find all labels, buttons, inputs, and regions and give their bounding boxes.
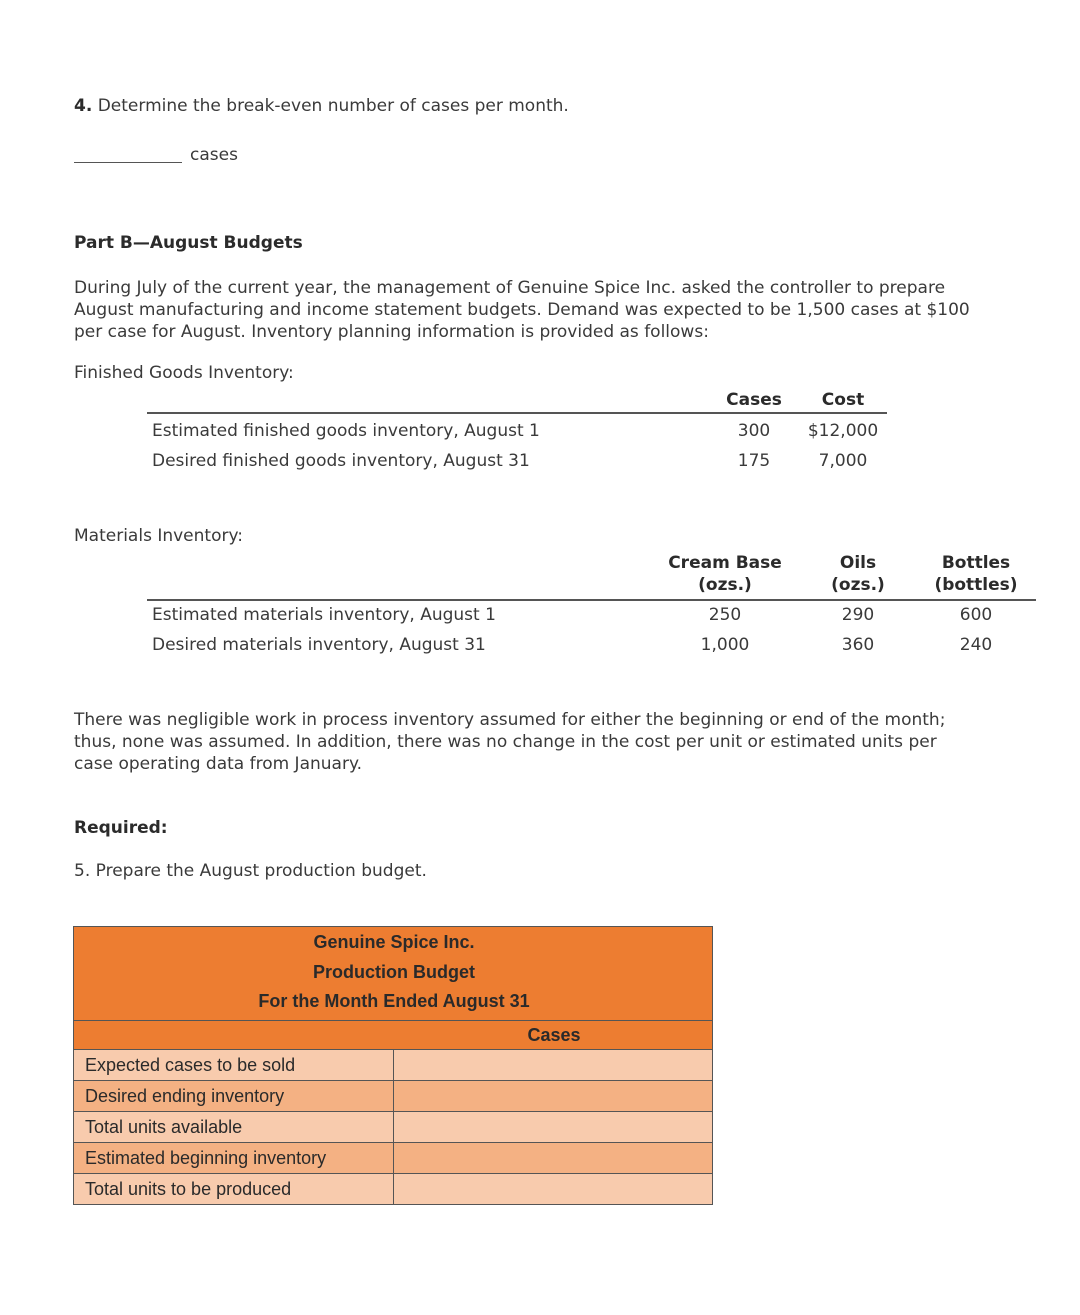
question-4-text: Determine the break-even number of cases per month. [97, 96, 569, 116]
input-cell[interactable] [394, 1081, 712, 1111]
row-label: Total units available [74, 1112, 394, 1142]
mat-header-rule [147, 599, 1036, 601]
fg-row-cost: 7,000 [818, 451, 868, 471]
input-cell[interactable] [394, 1143, 712, 1173]
finished-goods-label: Finished Goods Inventory: [74, 363, 294, 383]
note-line: case operating data from January. [74, 754, 362, 774]
mat-row-cream: 250 [708, 605, 742, 625]
production-budget-table [73, 926, 713, 1205]
mat-row-label: Estimated materials inventory, August 1 [152, 605, 496, 625]
row-label: Expected cases to be sold [74, 1050, 394, 1080]
mat-row-bottles: 600 [959, 605, 993, 625]
intro-line: During July of the current year, the management of Genuine Spice Inc. asked the controller to prepare [74, 278, 946, 298]
table-row [73, 1112, 713, 1143]
intro-line: per case for August. Inventory planning information is provided as follows: [74, 322, 709, 342]
fg-row-cost: $12,000 [807, 421, 879, 441]
budget-company: Genuine Spice Inc. [313, 932, 475, 952]
question-4-number: 4. [74, 96, 93, 116]
wip-note [74, 709, 1014, 775]
row-label: Estimated beginning inventory [74, 1143, 394, 1173]
fg-row-cases: 300 [737, 421, 771, 441]
fg-row-label: Estimated finished goods inventory, August 1 [152, 421, 540, 441]
note-line: thus, none was assumed. In addition, there was no change in the cost per unit or estimated units per [74, 732, 937, 752]
required-heading: Required: [74, 818, 168, 838]
fg-row-cases: 175 [737, 451, 771, 471]
mat-row-cream: 1,000 [700, 635, 750, 655]
mat-col-cream-base: Cream Base (ozs.) [668, 553, 782, 595]
budget-column-header [73, 1020, 713, 1050]
input-cell[interactable] [394, 1050, 712, 1080]
input-cell[interactable] [394, 1112, 712, 1142]
budget-col-cases: Cases [527, 1025, 581, 1045]
note-line: There was negligible work in process inventory assumed for either the beginning or end of the month; [74, 710, 946, 730]
fg-col-cost: Cost [821, 390, 865, 410]
fg-row-label: Desired finished goods inventory, August 31 [152, 451, 530, 471]
table-row [73, 1174, 713, 1205]
question-5: 5. Prepare the August production budget. [74, 861, 427, 881]
budget-header [73, 926, 713, 1020]
input-cell[interactable] [394, 1174, 712, 1204]
mat-row-bottles: 240 [959, 635, 993, 655]
answer-unit-label: cases [190, 145, 238, 165]
table-row [73, 1050, 713, 1081]
answer-blank[interactable] [74, 162, 182, 163]
intro-line: August manufacturing and income statement budgets. Demand was expected to be 1,500 cases at $100 [74, 300, 970, 320]
mat-row-oils: 360 [841, 635, 875, 655]
fg-header-rule [147, 412, 887, 414]
row-label: Total units to be produced [74, 1174, 394, 1204]
mat-col-bottles: Bottles (bottles) [934, 553, 1018, 595]
fg-col-cases: Cases [726, 390, 782, 410]
part-b-intro [74, 277, 1014, 343]
budget-period: For the Month Ended August 31 [258, 991, 530, 1011]
question-4 [74, 96, 569, 116]
table-row [73, 1143, 713, 1174]
materials-label: Materials Inventory: [74, 526, 244, 546]
mat-row-label: Desired materials inventory, August 31 [152, 635, 486, 655]
table-row [73, 1081, 713, 1112]
mat-row-oils: 290 [841, 605, 875, 625]
row-label: Desired ending inventory [74, 1081, 394, 1111]
part-b-heading: Part B—August Budgets [74, 233, 303, 253]
budget-title: Production Budget [313, 962, 475, 982]
mat-col-oils: Oils (ozs.) [831, 553, 885, 595]
